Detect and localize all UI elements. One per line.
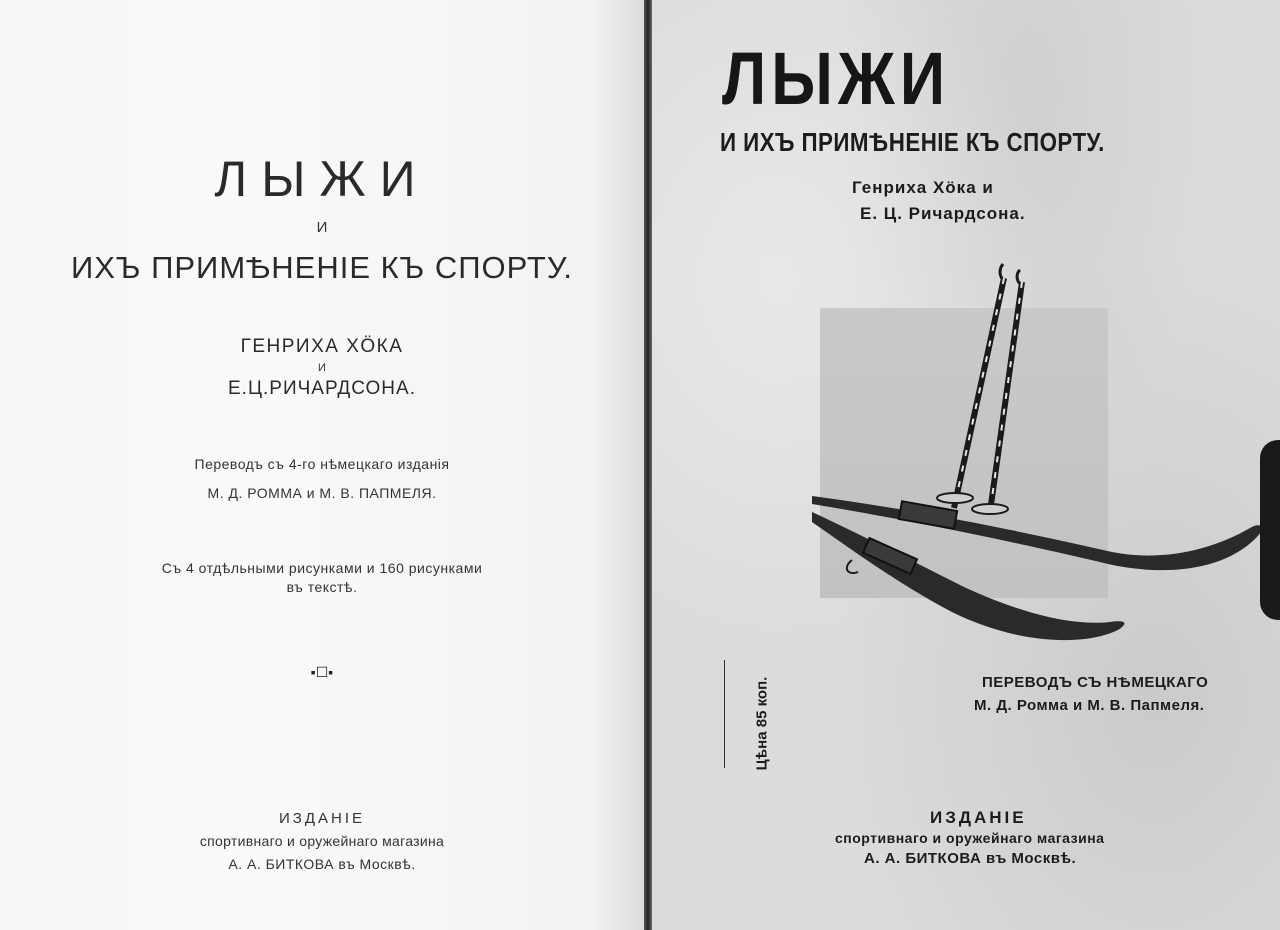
author-name-1: ГЕНРИХА ХÖКА <box>240 336 404 357</box>
book-spine-gutter <box>644 0 652 930</box>
cover-translation-note: ПЕРЕВОДЪ СЪ НѢМЕЦКАГО <box>982 674 1209 691</box>
cover-page-right <box>652 0 1280 930</box>
illustrations-note: Съ 4 отдѣльными рисунками и 160 рисунками <box>161 560 483 576</box>
cover-subtitle: И ИХЪ ПРИМѢНЕНІЕ КЪ СПОРТУ. <box>720 127 1105 157</box>
page-edge-shadow <box>1260 440 1280 620</box>
publisher-heading: ИЗДАНІЕ <box>278 810 365 827</box>
translators-names: М. Д. РОММА и М. В. ПАПМЕЛЯ. <box>207 485 437 501</box>
ornament-icon: ▪☐▪ <box>310 664 334 680</box>
cover-publisher-name: А. А. БИТКОВА въ Москвѣ. <box>864 850 1077 867</box>
book-title: ЛЫЖИ <box>214 151 430 207</box>
cover-translators: М. Д. Ромма и М. В. Папмеля. <box>974 697 1205 714</box>
translation-note: Переводъ съ 4-го нѣмецкаго изданія <box>194 456 450 472</box>
illustrations-note-cont: въ текстѣ. <box>286 579 358 595</box>
book-subtitle: ИХЪ ПРИМѢНЕНІЕ КЪ СПОРТУ. <box>70 250 574 285</box>
publisher-name: А. А. БИТКОВА въ Москвѣ. <box>228 856 416 872</box>
cover-author-2: Е. Ц. Ричардсона. <box>860 204 1026 223</box>
skis-and-poles-illustration <box>812 250 1280 650</box>
author-name-2: Е.Ц.РИЧАРДСОНА. <box>228 378 416 399</box>
cover-publisher-description: спортивнаго и оружейнаго магазина <box>835 830 1105 846</box>
price-rule <box>724 660 725 768</box>
title-conjunction: И <box>316 219 328 236</box>
author-conjunction: И <box>318 362 326 374</box>
cover-author-1: Генриха Хöка и <box>852 178 994 197</box>
cover-title: ЛЫЖИ <box>722 37 951 120</box>
cover-price: Цѣна 85 коп. <box>753 676 771 771</box>
publisher-description: спортивнаго и оружейнаго магазина <box>199 833 445 849</box>
cover-publisher-heading: ИЗДАНІЕ <box>930 808 1027 827</box>
